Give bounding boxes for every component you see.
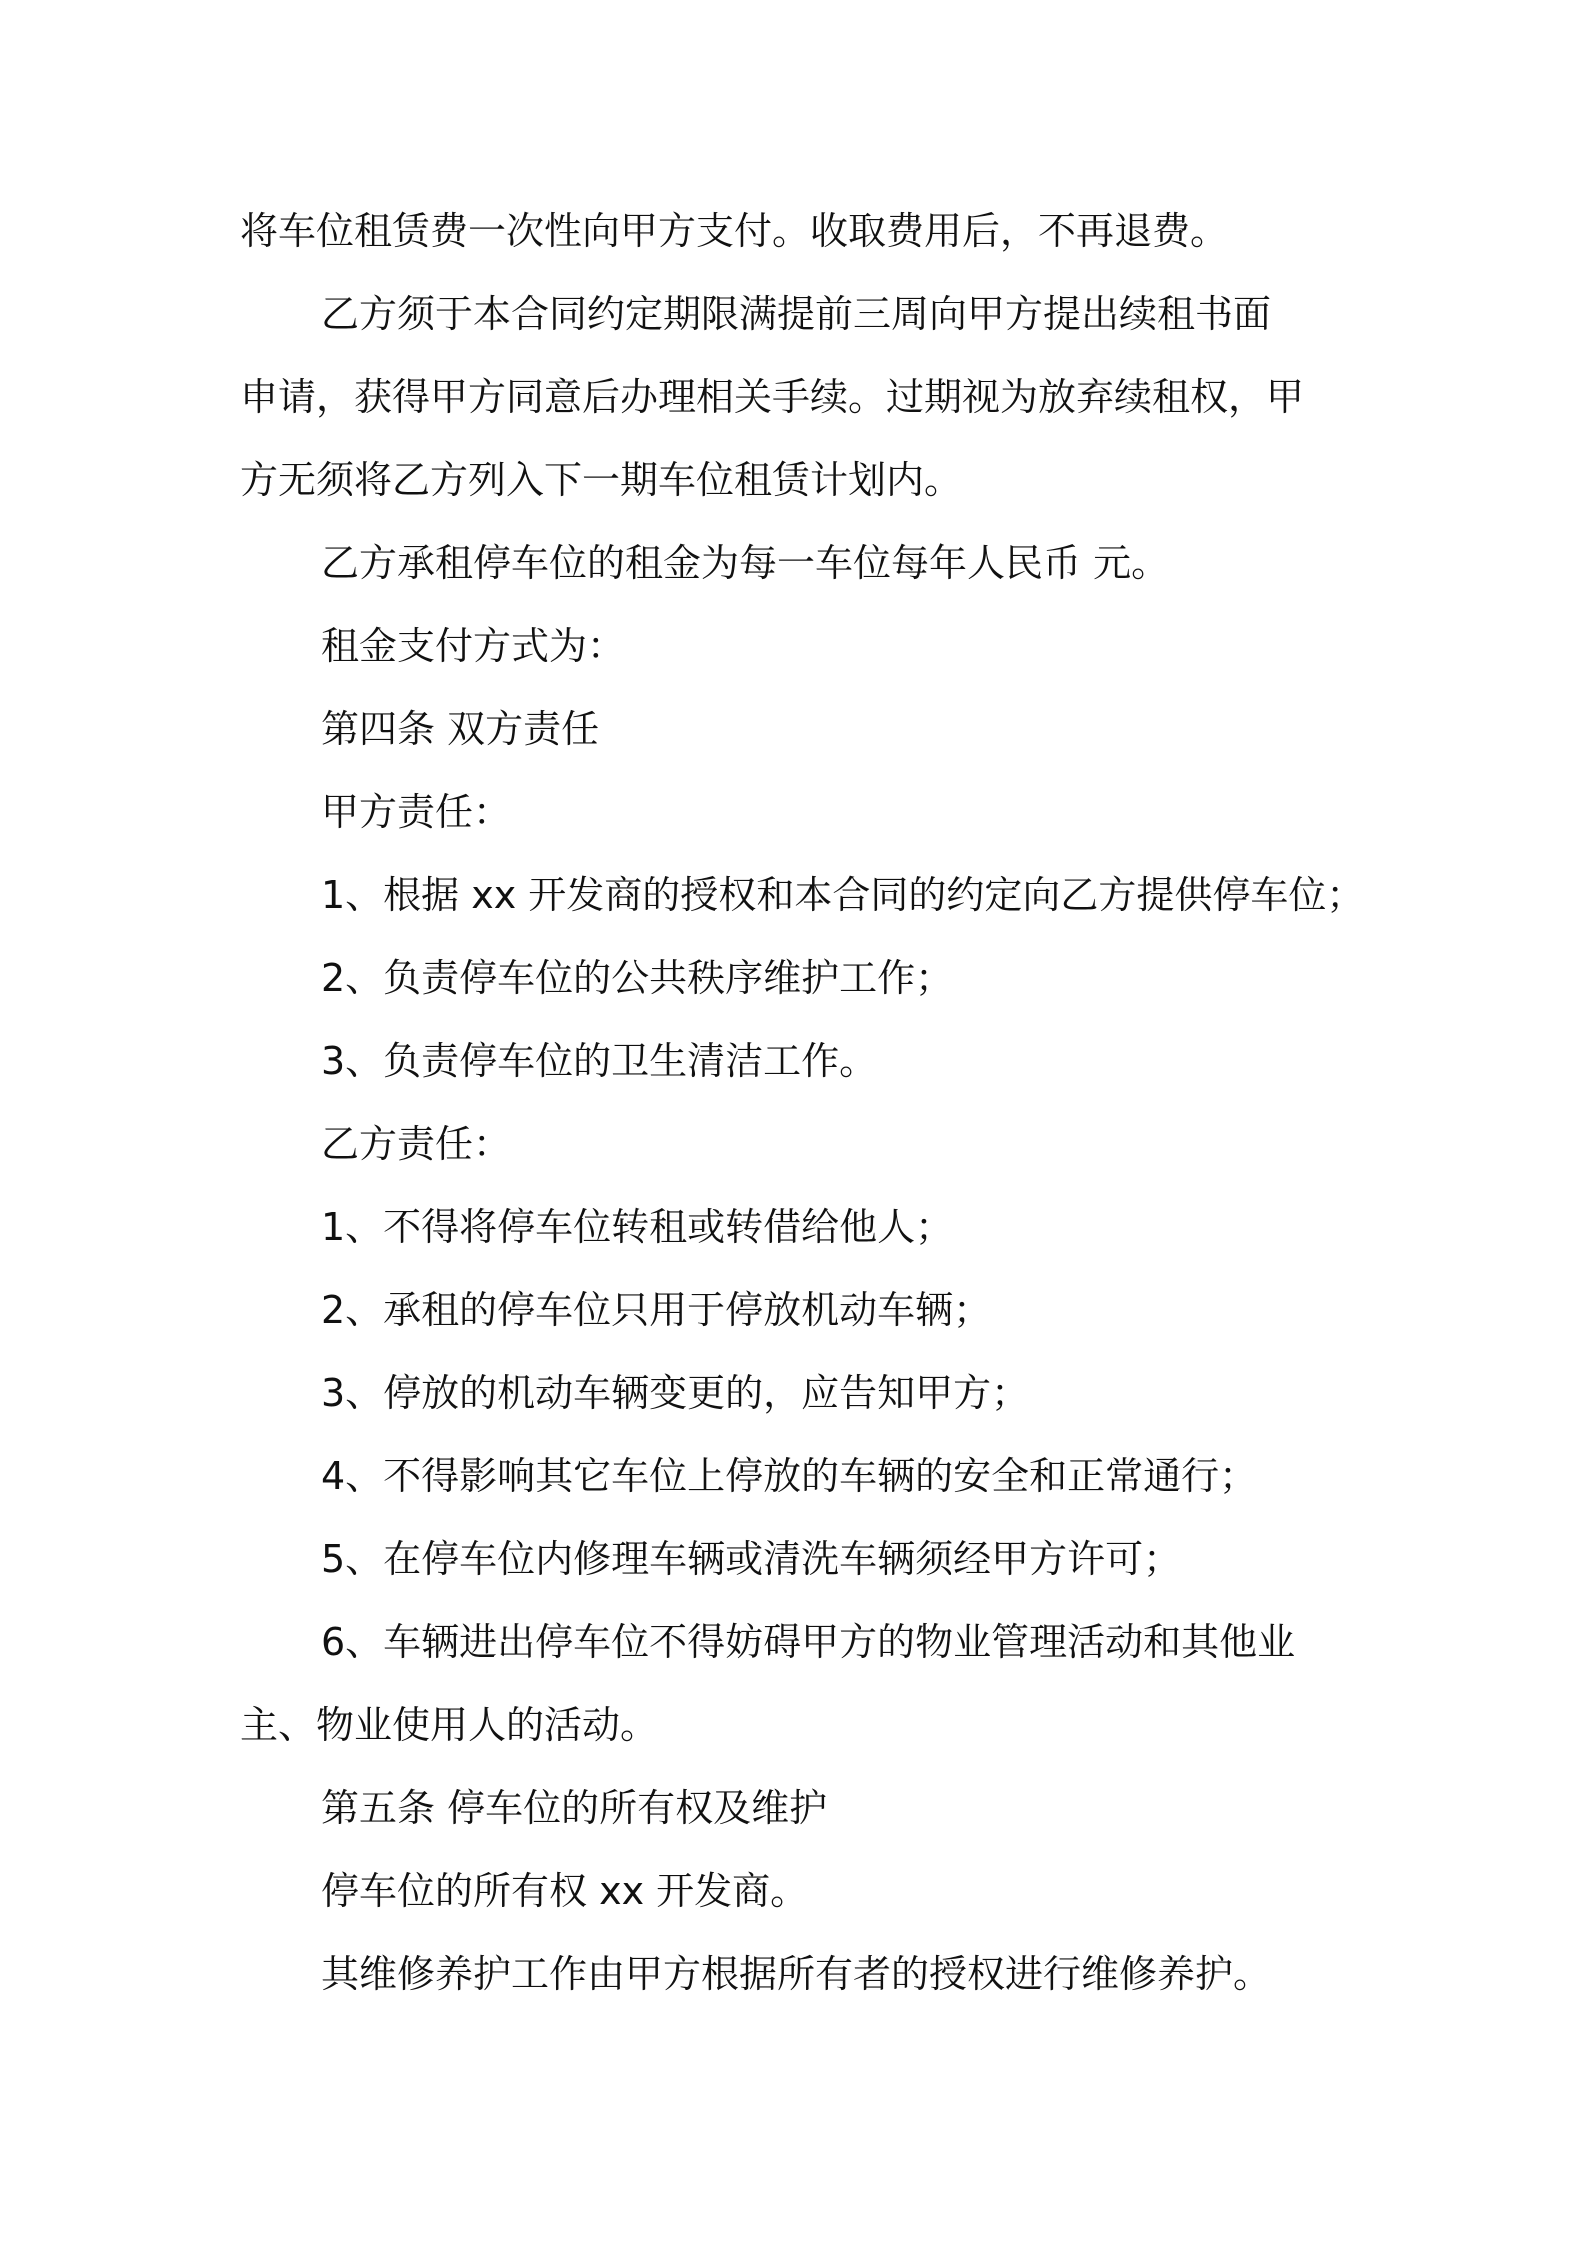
- paragraph-line: 第五条 停车位的所有权及维护: [321, 1786, 828, 1830]
- paragraph-line: 第四条 双方责任: [321, 707, 600, 751]
- paragraph-line: 3、停放的机动车辆变更的，应告知甲方；: [321, 1371, 1030, 1415]
- paragraph-line: 4、不得影响其它车位上停放的车辆的安全和正常通行；: [321, 1454, 1258, 1498]
- paragraph-line: 3、负责停车位的卫生清洁工作。: [321, 1039, 878, 1083]
- paragraph-line: 乙方须于本合同约定期限满提前三周向甲方提出续租书面: [321, 292, 1272, 336]
- paragraph-line: 方无须将乙方列入下一期车位租赁计划内。: [240, 458, 963, 502]
- paragraph-line: 主、物业使用人的活动。: [240, 1703, 659, 1747]
- paragraph-line: 租金支付方式为：: [321, 624, 626, 668]
- paragraph-line: 1、不得将停车位转租或转借给他人；: [321, 1205, 954, 1249]
- paragraph-line: 乙方承租停车位的租金为每一车位每年人民币 元。: [321, 541, 1170, 585]
- paragraph-line: 甲方责任：: [321, 790, 512, 834]
- paragraph-line: 5、在停车位内修理车辆或清洗车辆须经甲方许可；: [321, 1537, 1182, 1581]
- paragraph-line: 2、负责停车位的公共秩序维护工作；: [321, 956, 954, 1000]
- paragraph-line: 将车位租赁费一次性向甲方支付。收取费用后，不再退费。: [240, 209, 1229, 253]
- paragraph-line: 2、承租的停车位只用于停放机动车辆；: [321, 1288, 992, 1332]
- paragraph-line: 1、根据 xx 开发商的授权和本合同的约定向乙方提供停车位；: [321, 873, 1365, 917]
- document-body: [240, 190, 1365, 2016]
- paragraph-line: 乙方责任：: [321, 1122, 512, 1166]
- paragraph-line: 6、车辆进出停车位不得妨碍甲方的物业管理活动和其他业: [321, 1620, 1296, 1664]
- paragraph-line: 申请，获得甲方同意后办理相关手续。过期视为放弃续租权，甲: [240, 375, 1305, 419]
- paragraph-line: 停车位的所有权 xx 开发商。: [321, 1869, 809, 1913]
- paragraph-line: 其维修养护工作由甲方根据所有者的授权进行维修养护。: [321, 1952, 1272, 1996]
